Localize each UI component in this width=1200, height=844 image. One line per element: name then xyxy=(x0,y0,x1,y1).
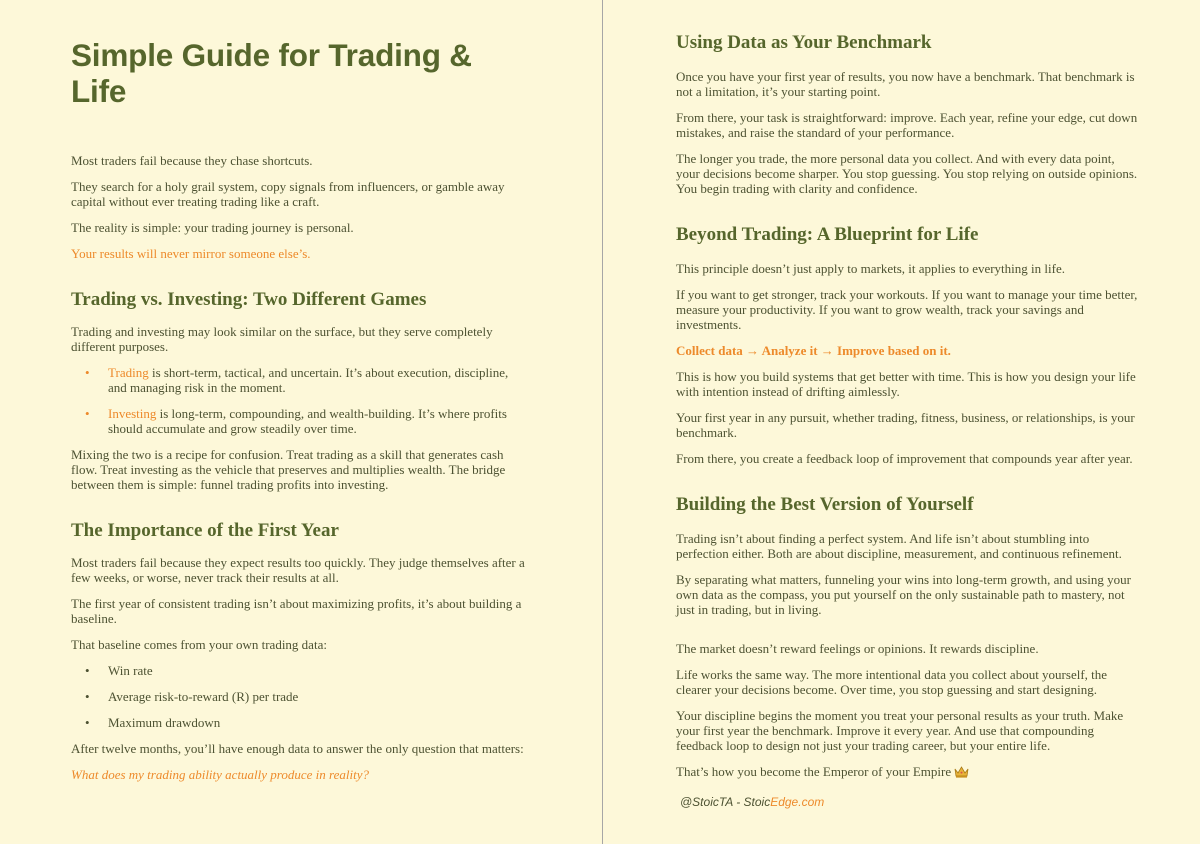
list-item xyxy=(71,689,526,704)
list-item-text: Win rate xyxy=(108,663,153,678)
intro-highlight: Your results will never mirror someone else’s. xyxy=(71,246,311,261)
section-benchmark xyxy=(676,31,1140,196)
bullet-icon: • xyxy=(85,365,90,380)
document-title: Simple Guide for Trading & Life xyxy=(71,37,472,109)
section-heading: Trading vs. Investing: Two Different Games xyxy=(71,289,427,310)
bullet-icon: • xyxy=(85,715,90,730)
paragraph: From there, your task is straightforward: improve. Each year, refine your edge, cut down mistakes, and raise the standard of your performance. xyxy=(676,110,1138,140)
crown-icon xyxy=(954,765,969,781)
section-first-year xyxy=(71,519,526,782)
bullet-list xyxy=(71,663,526,730)
paragraph: After twelve months, you’ll have enough data to answer the only question that matters: xyxy=(71,741,524,756)
paragraph: That baseline comes from your own trading data: xyxy=(71,637,327,652)
paragraph: Your first year in any pursuit, whether trading, fitness, business, or relationships, is your benchmark. xyxy=(676,410,1135,440)
section-heading: Building the Best Version of Yourself xyxy=(676,494,974,515)
section-best-version xyxy=(676,493,1140,781)
paragraph: The longer you trade, the more personal data you collect. And with every data point, your decisions become sharper. You stop guessing. You stop relying on outside opinions. You begin trading with clarity and confidence. xyxy=(676,151,1138,196)
closing-line xyxy=(676,764,1140,781)
list-item xyxy=(71,406,526,436)
signature-link[interactable]: Edge.com xyxy=(770,795,825,809)
list-item-text: is long-term, compounding, and wealth-building. It’s where profits should accumulate and grow steadily over time. xyxy=(108,406,507,436)
section-trading-vs-investing xyxy=(71,288,526,492)
list-item xyxy=(71,715,526,730)
term-highlight: Trading xyxy=(108,365,149,380)
formula-highlight: Collect data → Analyze it → Improve based on it. xyxy=(676,343,951,358)
paragraph: From there, you create a feedback loop of improvement that compounds year after year. xyxy=(676,451,1133,466)
paragraph: The first year of consistent trading isn’t about maximizing profits, it’s about building a baseline. xyxy=(71,596,522,626)
paragraph: The market doesn’t reward feelings or opinions. It rewards discipline. xyxy=(676,641,1039,656)
paragraph: This is how you build systems that get better with time. This is how you design your life with intention instead of drifting aimlessly. xyxy=(676,369,1136,399)
paragraph: If you want to get stronger, track your workouts. If you want to manage your time better, measure your productivity. If you want to grow wealth, track your savings and investments. xyxy=(676,287,1138,332)
section-heading: Using Data as Your Benchmark xyxy=(676,32,932,53)
closing-text: That’s how you become the Emperor of your Empire xyxy=(676,764,952,779)
intro-paragraph: The reality is simple: your trading journey is personal. xyxy=(71,220,354,235)
paragraph: This principle doesn’t just apply to markets, it applies to everything in life. xyxy=(676,261,1065,276)
bullet-icon: • xyxy=(85,689,90,704)
list-item-text: is short-term, tactical, and uncertain. It’s about execution, discipline, and managing risk in the moment. xyxy=(108,365,509,395)
intro-paragraph: Most traders fail because they chase shortcuts. xyxy=(71,153,313,168)
paragraph: By separating what matters, funneling your wins into long-term growth, and using your own data as the compass, you put yourself on the only sustainable path to mastery, not just in trading, but in living. xyxy=(676,572,1131,617)
section-blueprint-for-life xyxy=(676,223,1140,466)
paragraph: Your discipline begins the moment you treat your personal results as your truth. Make your first year the benchmark. Improve it every year. And use that compounding feedback loop to design not just your trading career, but your entire life. xyxy=(676,708,1124,753)
paragraph: Mixing the two is a recipe for confusion. Treat trading as a skill that generates cash flow. Treat investing as the vehicle that preserves and multiplies wealth. The bridge between them is simple: funnel trading profits into investing. xyxy=(71,447,506,492)
list-item-text: Average risk-to-reward (R) per trade xyxy=(108,689,299,704)
section-heading: The Importance of the First Year xyxy=(71,520,339,541)
list-item xyxy=(71,365,526,395)
paragraph: Most traders fail because they expect results too quickly. They judge themselves after a few weeks, or worse, never track their results at all. xyxy=(71,555,525,585)
list-item-text: Maximum drawdown xyxy=(108,715,221,730)
key-question: What does my trading ability actually produce in reality? xyxy=(71,767,369,782)
bullet-icon: • xyxy=(85,663,90,678)
signature-handle: @StoicTA - Stoic xyxy=(680,795,771,809)
bullet-icon: • xyxy=(85,406,90,421)
signature xyxy=(676,795,1140,809)
right-page xyxy=(603,0,1200,844)
paragraph: Life works the same way. The more intentional data you collect about yourself, the clearer your decisions become. Over time, you stop guessing and start designing. xyxy=(676,667,1108,697)
section-heading: Beyond Trading: A Blueprint for Life xyxy=(676,224,979,245)
bullet-list xyxy=(71,365,526,436)
paragraph: Trading and investing may look similar on the surface, but they serve completely different purposes. xyxy=(71,324,493,354)
paragraph: Once you have your first year of results, you now have a benchmark. That benchmark is not a limitation, it’s your starting point. xyxy=(676,69,1135,99)
list-item xyxy=(71,663,526,678)
term-highlight: Investing xyxy=(108,406,157,421)
paragraph: Trading isn’t about finding a perfect system. And life isn’t about stumbling into perfection either. Both are about discipline, measurement, and continuous refinement. xyxy=(676,531,1122,561)
intro xyxy=(71,153,526,261)
intro-paragraph: They search for a holy grail system, copy signals from influencers, or gamble away capital without ever treating trading like a craft. xyxy=(71,179,505,209)
